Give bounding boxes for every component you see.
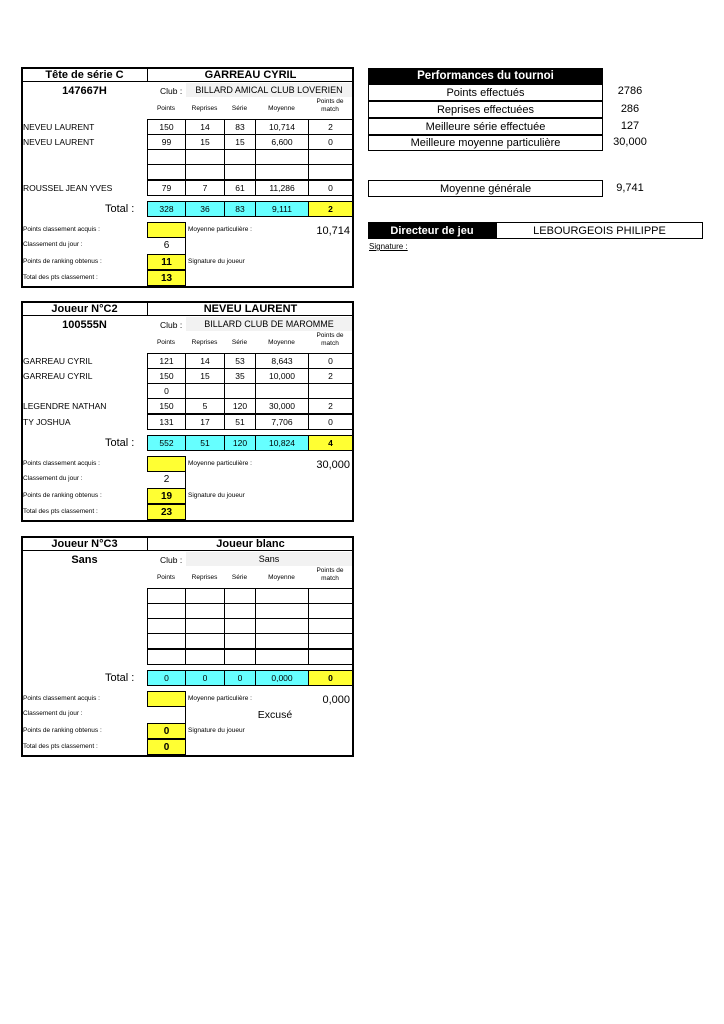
cell-pm [308, 618, 353, 634]
col-header-moyenne: Moyenne [268, 339, 295, 346]
moyenne-particuliere-label: Moyenne particulière : [188, 695, 252, 702]
opponent-name: ROUSSEL JEAN YVES [23, 183, 113, 193]
total-moyenne: 9,111 [255, 201, 309, 217]
cell-moyenne [255, 149, 309, 165]
perf-points-value: 2786 [617, 85, 643, 97]
cell-reprises [185, 164, 225, 180]
opponent-name: NEVEU LAURENT [23, 122, 95, 132]
total-reprises: 0 [185, 670, 225, 686]
signature-joueur-label: Signature du joueur [188, 727, 245, 734]
cell-points: 131 [147, 414, 186, 430]
pts-classement-acquis-value [147, 222, 186, 238]
cell-moyenne: 7,706 [255, 414, 309, 430]
total-pts-classement-label: Total des pts classement : [23, 743, 98, 750]
cell-reprises: 5 [185, 398, 225, 414]
excuse-status: Excusé [257, 709, 293, 721]
cell-pm: 0 [308, 180, 353, 196]
bottom-divider [185, 691, 186, 757]
classement-jour-label: Classement du jour : [23, 475, 83, 482]
classement-jour-label: Classement du jour : [23, 241, 83, 248]
card-role: Joueur N°C2 [51, 303, 118, 315]
cell-pm: 2 [308, 119, 353, 135]
cell-serie: 53 [224, 353, 256, 369]
opponent-name: TY JOSHUA [23, 417, 71, 427]
director-signature-label: Signature : [369, 242, 408, 251]
pts-classement-acquis-label: Points classement acquis : [23, 460, 100, 467]
total-pts-classement-value: 0 [147, 739, 186, 755]
cell-serie: 120 [224, 398, 256, 414]
col-header-reprises: Reprises [191, 105, 218, 112]
cell-moyenne: 10,000 [255, 368, 309, 384]
pts-classement-acquis-label: Points classement acquis : [23, 226, 100, 233]
card-header-divider [21, 81, 354, 82]
signature-joueur-label: Signature du joueur [188, 258, 245, 265]
cell-serie [224, 618, 256, 634]
cell-pm [308, 164, 353, 180]
classement-jour-value: 6 [163, 240, 170, 251]
card-license-id: 147667H [62, 85, 107, 97]
club-name: Sans [186, 552, 352, 566]
total-label: Total : [105, 203, 135, 215]
opponent-name: GARREAU CYRIL [23, 371, 93, 381]
total-pts-classement-value: 13 [147, 270, 186, 286]
cell-reprises [185, 588, 225, 604]
total-points: 552 [147, 435, 186, 451]
cell-points [147, 649, 186, 665]
card-role: Tête de série C [45, 69, 124, 81]
total-points: 0 [147, 670, 186, 686]
club-label: Club : [160, 320, 183, 330]
pts-ranking-value: 19 [147, 488, 186, 504]
total-moyenne: 10,824 [255, 435, 309, 451]
cell-serie [224, 633, 256, 649]
pts-classement-acquis-value [147, 456, 186, 472]
col-header-moyenne: Moyenne [268, 574, 295, 581]
cell-pm [308, 588, 353, 604]
pts-ranking-value: 0 [147, 723, 186, 739]
col-header-serie: Série [231, 574, 248, 581]
card-license-id: 100555N [62, 319, 107, 331]
cell-reprises [185, 603, 225, 619]
club-label: Club : [160, 555, 183, 565]
opponent-name: LEGENDRE NATHAN [23, 401, 107, 411]
perf-reprises-value: 286 [620, 103, 640, 115]
cell-points [147, 603, 186, 619]
col-header-points: Points [156, 574, 176, 581]
moyenne-particuliere-label: Moyenne particulière : [188, 460, 252, 467]
cell-pm [308, 633, 353, 649]
classement-jour-label: Classement du jour : [23, 710, 83, 717]
cell-reprises: 14 [185, 353, 225, 369]
cell-serie [224, 649, 256, 665]
cell-reprises: 17 [185, 414, 225, 430]
col-header-points-match-2: match [321, 340, 339, 347]
cell-reprises: 7 [185, 180, 225, 196]
moyenne-particuliere-value: 0,000 [322, 694, 350, 706]
card-player-name: Joueur blanc [216, 538, 285, 550]
total-pts-classement-value: 23 [147, 504, 186, 520]
cell-serie [224, 164, 256, 180]
signature-joueur-label: Signature du joueur [188, 492, 245, 499]
bottom-divider [185, 222, 186, 288]
cell-reprises [185, 383, 225, 399]
perf-serie-label: Meilleure série effectuée [368, 118, 603, 135]
cell-serie: 15 [224, 134, 256, 150]
cell-points [147, 633, 186, 649]
total-serie: 120 [224, 435, 256, 451]
cell-points: 150 [147, 398, 186, 414]
card-license-id: Sans [71, 554, 98, 566]
cell-serie: 35 [224, 368, 256, 384]
cell-pm [308, 649, 353, 665]
cell-moyenne: 10,714 [255, 119, 309, 135]
cell-moyenne [255, 633, 309, 649]
total-moyenne: 0,000 [255, 670, 309, 686]
pts-ranking-label: Points de ranking obtenus : [23, 492, 102, 499]
cell-pm [308, 603, 353, 619]
cell-reprises: 15 [185, 368, 225, 384]
cell-reprises [185, 618, 225, 634]
total-reprises: 51 [185, 435, 225, 451]
total-pts-classement-label: Total des pts classement : [23, 508, 98, 515]
col-header-points-match-1: Points de [316, 567, 344, 574]
cell-moyenne [255, 588, 309, 604]
pts-classement-acquis-label: Points classement acquis : [23, 695, 100, 702]
moyenne-generale-label: Moyenne générale [368, 180, 603, 197]
total-pm: 4 [308, 435, 353, 451]
cell-moyenne: 11,286 [255, 180, 309, 196]
cell-points: 99 [147, 134, 186, 150]
perf-title: Performances du tournoi [368, 68, 603, 84]
total-serie: 0 [224, 670, 256, 686]
pts-ranking-value: 11 [147, 254, 186, 270]
cell-pm: 0 [308, 353, 353, 369]
cell-moyenne [255, 603, 309, 619]
pts-ranking-label: Points de ranking obtenus : [23, 258, 102, 265]
cell-serie [224, 149, 256, 165]
cell-serie [224, 588, 256, 604]
card-player-name: NEVEU LAURENT [203, 303, 298, 315]
perf-points-label: Points effectués [368, 84, 603, 101]
cell-points: 0 [147, 383, 186, 399]
card-role: Joueur N°C3 [51, 538, 118, 550]
director-name: LEBOURGEOIS PHILIPPE [496, 222, 703, 239]
cell-serie [224, 383, 256, 399]
card-header-divider [21, 550, 354, 551]
moyenne-particuliere-value: 30,000 [316, 459, 350, 471]
col-header-points-match-2: match [321, 575, 339, 582]
cell-moyenne: 6,600 [255, 134, 309, 150]
pts-classement-acquis-value [147, 691, 186, 707]
opponent-name: NEVEU LAURENT [23, 137, 95, 147]
card-header-divider [21, 315, 354, 316]
cell-points [147, 618, 186, 634]
total-pm: 0 [308, 670, 353, 686]
col-header-points-match-1: Points de [316, 332, 344, 339]
cell-moyenne [255, 618, 309, 634]
col-header-reprises: Reprises [191, 339, 218, 346]
cell-points: 79 [147, 180, 186, 196]
cell-reprises [185, 633, 225, 649]
cell-moyenne [255, 164, 309, 180]
club-name: BILLARD CLUB DE MAROMME [186, 317, 352, 331]
pts-ranking-label: Points de ranking obtenus : [23, 727, 102, 734]
cell-points [147, 164, 186, 180]
classement-jour-value: 2 [163, 474, 170, 485]
cell-moyenne: 8,643 [255, 353, 309, 369]
cell-serie [224, 603, 256, 619]
cell-serie: 83 [224, 119, 256, 135]
cell-points: 150 [147, 368, 186, 384]
moyenne-particuliere-value: 10,714 [316, 225, 350, 237]
cell-moyenne [255, 383, 309, 399]
cell-reprises [185, 149, 225, 165]
bottom-divider [185, 456, 186, 522]
perf-moyenne-label: Meilleure moyenne particulière [368, 135, 603, 151]
club-name: BILLARD AMICAL CLUB LOVERIEN [186, 83, 352, 97]
col-header-points: Points [156, 105, 176, 112]
col-header-points-match-2: match [321, 106, 339, 113]
total-label: Total : [105, 672, 135, 684]
cell-reprises [185, 649, 225, 665]
cell-points [147, 149, 186, 165]
col-header-points: Points [156, 339, 176, 346]
cell-moyenne [255, 649, 309, 665]
card-player-name: GARREAU CYRIL [204, 69, 297, 81]
cell-points [147, 588, 186, 604]
total-serie: 83 [224, 201, 256, 217]
cell-pm: 2 [308, 398, 353, 414]
col-header-moyenne: Moyenne [268, 105, 295, 112]
director-label: Directeur de jeu [368, 222, 496, 239]
total-reprises: 36 [185, 201, 225, 217]
cell-moyenne: 30,000 [255, 398, 309, 414]
perf-reprises-label: Reprises effectuées [368, 101, 603, 118]
opponent-name: GARREAU CYRIL [23, 356, 93, 366]
total-points: 328 [147, 201, 186, 217]
total-pts-classement-label: Total des pts classement : [23, 274, 98, 281]
cell-pm: 2 [308, 368, 353, 384]
total-pm: 2 [308, 201, 353, 217]
col-header-serie: Série [231, 105, 248, 112]
cell-pm [308, 383, 353, 399]
col-header-reprises: Reprises [191, 574, 218, 581]
cell-serie: 61 [224, 180, 256, 196]
cell-pm: 0 [308, 414, 353, 430]
cell-pm: 0 [308, 134, 353, 150]
moyenne-particuliere-label: Moyenne particulière : [188, 226, 252, 233]
cell-reprises: 15 [185, 134, 225, 150]
cell-points: 121 [147, 353, 186, 369]
cell-serie: 51 [224, 414, 256, 430]
perf-serie-value: 127 [620, 120, 640, 132]
cell-pm [308, 149, 353, 165]
col-header-points-match-1: Points de [316, 98, 344, 105]
perf-moyenne-value: 30,000 [613, 136, 647, 148]
moyenne-generale-value: 9,741 [616, 182, 644, 194]
cell-reprises: 14 [185, 119, 225, 135]
col-header-serie: Série [231, 339, 248, 346]
club-label: Club : [160, 86, 183, 96]
cell-points: 150 [147, 119, 186, 135]
total-label: Total : [105, 437, 135, 449]
